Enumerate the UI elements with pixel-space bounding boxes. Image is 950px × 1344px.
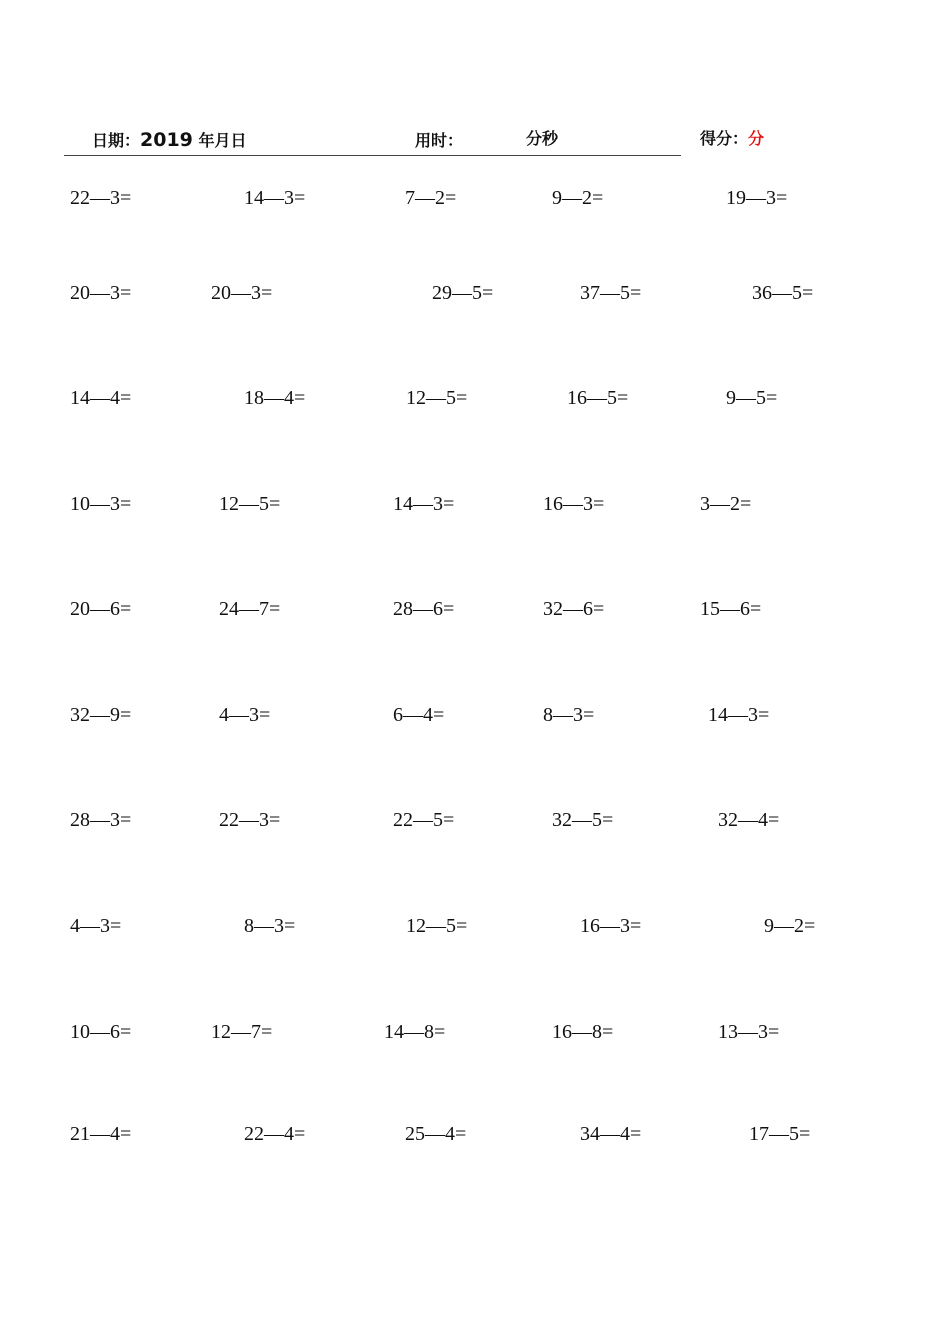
math-problem: 37—5= xyxy=(580,282,642,304)
score-label: 得分： xyxy=(700,129,749,148)
math-problem: 32—5= xyxy=(552,809,614,831)
date-field xyxy=(92,128,247,151)
math-problem: 25—4= xyxy=(405,1123,467,1145)
math-problem: 21—4= xyxy=(70,1123,132,1145)
math-problem: 15—6= xyxy=(700,598,762,620)
math-problem: 12—5= xyxy=(406,387,468,409)
math-problem: 28—3= xyxy=(70,809,132,831)
header-underline xyxy=(64,155,681,156)
math-problem: 7—2= xyxy=(405,187,457,209)
math-problem: 12—7= xyxy=(211,1021,273,1043)
math-problem: 18—4= xyxy=(244,387,306,409)
time-label: 用时： xyxy=(415,131,464,150)
math-problem: 10—6= xyxy=(70,1021,132,1043)
score-unit: 分 xyxy=(748,129,765,148)
math-problem: 20—6= xyxy=(70,598,132,620)
math-problem: 32—4= xyxy=(718,809,780,831)
math-problem: 22—3= xyxy=(219,809,281,831)
math-problem: 4—3= xyxy=(70,915,122,937)
math-problem: 16—8= xyxy=(552,1021,614,1043)
math-problem: 3—2= xyxy=(700,493,752,515)
date-year: 2019 xyxy=(140,129,193,151)
math-problem: 13—3= xyxy=(718,1021,780,1043)
math-problem: 12—5= xyxy=(219,493,281,515)
math-problem: 24—7= xyxy=(219,598,281,620)
math-problem: 9—2= xyxy=(552,187,604,209)
math-problem: 17—5= xyxy=(749,1123,811,1145)
math-problem: 28—6= xyxy=(393,598,455,620)
math-problem: 29—5= xyxy=(432,282,494,304)
math-problem: 9—5= xyxy=(726,387,778,409)
math-problem: 19—3= xyxy=(726,187,788,209)
date-rest: 年月日 xyxy=(198,131,247,150)
math-problem: 14—3= xyxy=(708,704,770,726)
math-problem: 10—3= xyxy=(70,493,132,515)
date-label: 日期： xyxy=(92,131,141,150)
math-problem: 16—3= xyxy=(580,915,642,937)
math-problem: 16—3= xyxy=(543,493,605,515)
math-problem: 34—4= xyxy=(580,1123,642,1145)
math-problem: 14—3= xyxy=(393,493,455,515)
math-problem: 14—3= xyxy=(244,187,306,209)
time-units: 分秒 xyxy=(526,129,559,148)
math-problem: 22—4= xyxy=(244,1123,306,1145)
math-problem: 22—5= xyxy=(393,809,455,831)
math-problem: 12—5= xyxy=(406,915,468,937)
math-problem: 6—4= xyxy=(393,704,445,726)
math-problem: 22—3= xyxy=(70,187,132,209)
math-problem: 20—3= xyxy=(211,282,273,304)
math-problem: 9—2= xyxy=(764,915,816,937)
math-problem: 36—5= xyxy=(752,282,814,304)
math-problem: 4—3= xyxy=(219,704,271,726)
math-problem: 16—5= xyxy=(567,387,629,409)
math-problem: 8—3= xyxy=(244,915,296,937)
math-problem: 20—3= xyxy=(70,282,132,304)
math-problem: 32—6= xyxy=(543,598,605,620)
math-problem: 14—4= xyxy=(70,387,132,409)
math-problem: 32—9= xyxy=(70,704,132,726)
math-problem: 8—3= xyxy=(543,704,595,726)
math-problem: 14—8= xyxy=(384,1021,446,1043)
score-field xyxy=(700,126,764,149)
